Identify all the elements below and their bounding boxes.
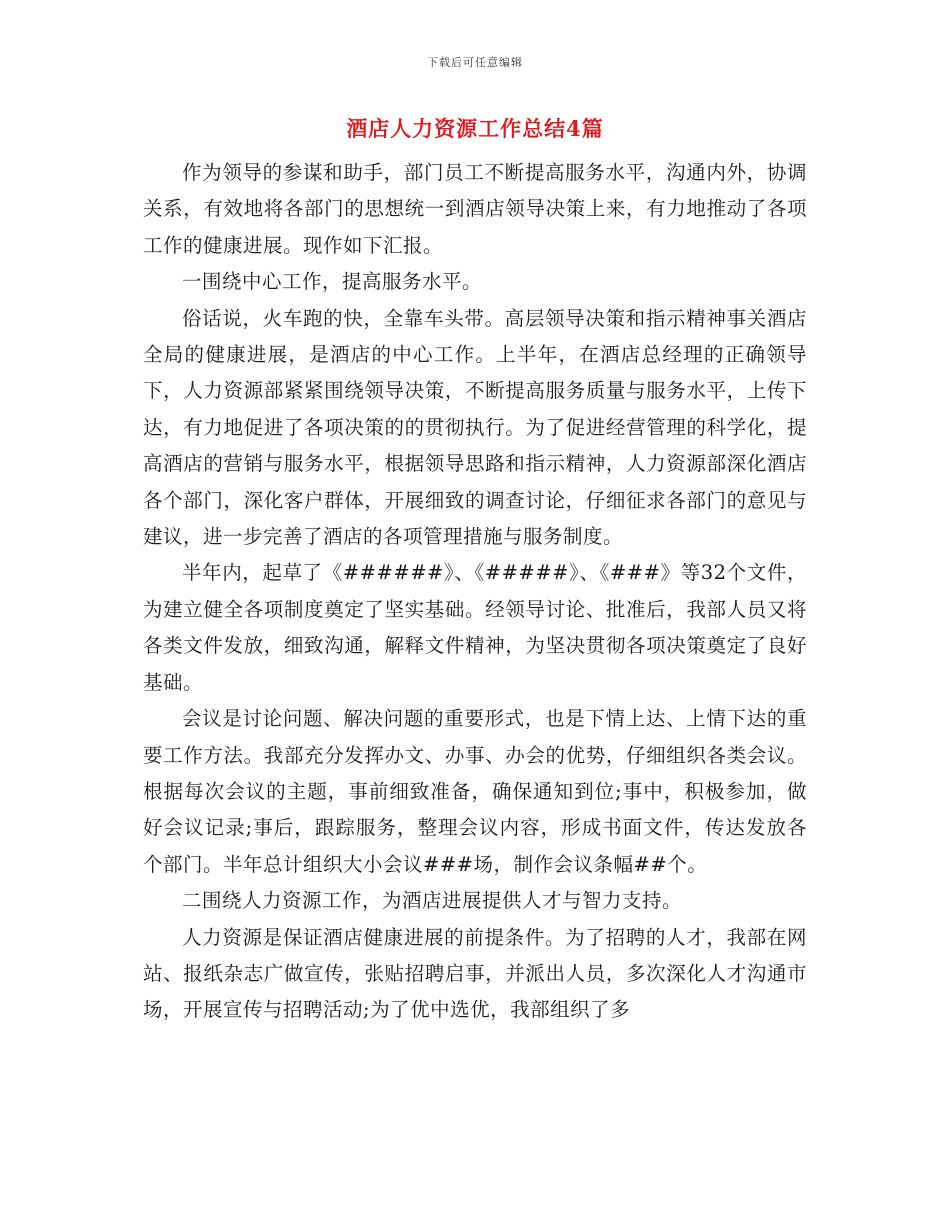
paragraph-recruitment: 人力资源是保证酒店健康进展的前提条件。为了招聘的人才，我部在网站、报纸杂志广做宣传，张贴招聘启事，并派出人员，多次深化人才沟通市场，开展宣传与招聘活动;为了优中选优，我部组织了多 bbox=[143, 925, 807, 1022]
header-note: 下载后可任意编辑 bbox=[427, 56, 523, 69]
section-heading-2: 二围绕人力资源工作，为酒店进展提供人才与智力支持。 bbox=[182, 889, 683, 913]
section-heading-1: 一围绕中心工作，提高服务水平。 bbox=[182, 270, 483, 294]
document-title: 酒店人力资源工作总结4篇 bbox=[346, 116, 604, 141]
document-body bbox=[143, 155, 807, 1029]
paragraph-meetings: 会议是讨论问题、解决问题的重要形式，也是下情上达、上情下达的重要工作方法。我部充分发挥办文、办事、办会的优势，仔细组织各类会议。根据每次会议的主题，事前细致准备，确保通知到位;事中，积极参加，做好会议记录;事后，跟踪服务，整理会议内容，形成书面文件，传达发放各个部门。半年总计组织大小会议###场，制作会议条幅##个。 bbox=[143, 707, 807, 876]
paragraph-leadership: 俗话说，火车跑的快，全靠车头带。高层领导决策和指示精神事关酒店全局的健康进展，是酒店的中心工作。上半年，在酒店总经理的正确领导下，人力资源部紧紧围绕领导决策，不断提高服务质量与服务水平，上传下达，有力地促进了各项决策的的贯彻执行。为了促进经营管理的科学化，提高酒店的营销与服务水平，根据领导思路和指示精神，人力资源部深化酒店各个部门，深化客户群体，开展细致的调查讨论，仔细征求各部门的意见与建议，进一步完善了酒店的各项管理措施与服务制度。 bbox=[143, 306, 807, 549]
paragraph-intro: 作为领导的参谋和助手，部门员工不断提高服务水平，沟通内外，协调关系，有效地将各部门的思想统一到酒店领导决策上来，有力地推动了各项工作的健康进展。现作如下汇报。 bbox=[143, 161, 807, 257]
paragraph-documents: 半年内，起草了《######》、《#####》、《###》等32个文件，为建立健全各项制度奠定了坚实基础。经领导讨论、批准后，我部人员又将各类文件发放，细致沟通，解释文件精神，为坚决贯彻各项决策奠定了良好基础。 bbox=[143, 561, 807, 694]
